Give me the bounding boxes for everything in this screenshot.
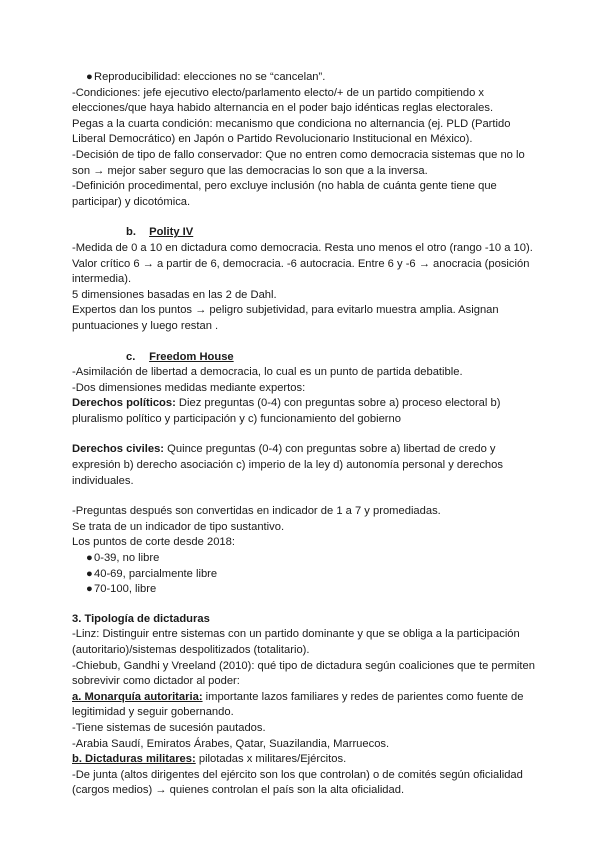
derechos-civiles-text: Quince preguntas (0-4) con preguntas sobre a) libertad de credo y expresión b) derecho asociación c) imperio de la ley d) autonomía personal y derechos individuales. — [72, 443, 503, 487]
paragraph: -Dos dimensiones medidas mediante expertos: — [72, 381, 306, 394]
heading-title: Freedom House — [149, 350, 234, 363]
section-heading-polity — [72, 225, 540, 241]
militares-text: pilotadas x militares/Ejércitos. — [195, 753, 347, 766]
list-item: ● 70-100, libre — [72, 582, 540, 598]
paragraph-militares — [72, 752, 540, 768]
section-heading-tipologia: 3. Tipología de dictaduras — [72, 612, 210, 625]
bullet-item — [72, 70, 540, 86]
derechos-politicos-label: Derechos políticos: — [72, 397, 176, 410]
paragraph: Se trata de un indicador de tipo sustantivo. — [72, 520, 285, 533]
heading-title: Polity IV — [149, 226, 194, 239]
paragraph: Valor crítico 6 → a partir de 6, democracia. -6 autocracia. Entre 6 y -6 → anocracia (posición intermedia). — [72, 257, 530, 286]
paragraph: -Asimilación de libertad a democracia, lo cual es un punto de partida debatible. — [72, 366, 463, 379]
paragraph-derechos-politicos — [72, 396, 540, 427]
paragraph: -Arabia Saudí, Emiratos Árabes, Qatar, Suazilandia, Marruecos. — [72, 737, 390, 750]
derechos-civiles-label: Derechos civiles: — [72, 443, 165, 456]
heading-letter: b. — [126, 226, 136, 239]
paragraph-monarquia — [72, 690, 540, 721]
monarquia-text: importante lazos familiares y redes de parientes como fuente de legitimidad y seguir gobernando. — [72, 690, 524, 719]
paragraph-derechos-civiles — [72, 442, 540, 489]
bullet-dot-icon: ● — [86, 71, 93, 83]
monarquia-label: a. Monarquía autoritaria: — [72, 690, 203, 703]
paragraph: -Linz: Distinguir entre sistemas con un partido dominante y que se obliga a la participación (autoritario)/sistemas despolitizados (totalitario). — [72, 628, 520, 656]
paragraph: -Medida de 0 a 10 en dictadura como democracia. Resta uno menos el otro (rango -10 a 10). — [72, 241, 533, 254]
bullet-dot-icon: ● — [86, 552, 93, 565]
derechos-politicos-text: Diez preguntas (0-4) con preguntas sobre a) proceso electoral b) pluralismo político y participación y c) funcionamiento del gobierno — [72, 397, 501, 425]
paragraph: -Chiebub, Gandhi y Vreeland (2010): qué tipo de dictadura según coaliciones que te permiten sobrevivir como dictador al poder: — [72, 659, 535, 688]
heading-letter: c. — [126, 350, 136, 363]
paragraph: -Condiciones: jefe ejecutivo electo/parlamento electo/+ de un partido compitiendo x elecciones/que haya habido alternancia en el poder bajo idénticas reglas electorales. — [72, 86, 494, 115]
paragraph: -De junta (altos dirigentes del ejército son los que controlan) o de comités según oficialidad (cargos medios) → quienes controlan el país son la alta oficialidad. — [72, 768, 523, 797]
paragraph: Expertos dan los puntos → peligro subjetividad, para evitarlo muestra amplia. Asignan puntuaciones y luego restan . — [72, 304, 499, 332]
paragraph: -Definición procedimental, pero excluye inclusión (no habla de cuánta gente tiene que participar) y dicotómica. — [72, 180, 497, 208]
section-heading-freedom-house — [72, 350, 540, 366]
list-item: ● 0-39, no libre — [72, 551, 540, 567]
paragraph: -Decisión de tipo de fallo conservador: Que no entren como democracia sistemas que no lo son → mejor saber seguro que las democracias lo son que a la inversa. — [72, 148, 525, 177]
bullet-dot-icon: ● — [86, 583, 93, 596]
paragraph: Los puntos de corte desde 2018: — [72, 536, 235, 549]
paragraph: Pegas a la cuarta condición: mecanismo que condiciona no alternancia (ej. PLD (Partido Liberal Democrático) en Japón o Partido Revolucionario Institucional en México). — [72, 117, 511, 146]
paragraph: -Tiene sistemas de sucesión pautados. — [72, 721, 266, 734]
bullet-dot-icon: ● — [86, 567, 93, 580]
paragraph: 5 dimensiones basadas en las 2 de Dahl. — [72, 288, 277, 301]
bullet-text: Reproducibilidad: elecciones no se “cancelan”. — [94, 71, 326, 83]
paragraph: -Preguntas después son convertidas en indicador de 1 a 7 y promediadas. — [72, 505, 441, 518]
militares-label: b. Dictaduras militares: — [72, 753, 196, 766]
list-item: ● 40-69, parcialmente libre — [72, 567, 540, 583]
